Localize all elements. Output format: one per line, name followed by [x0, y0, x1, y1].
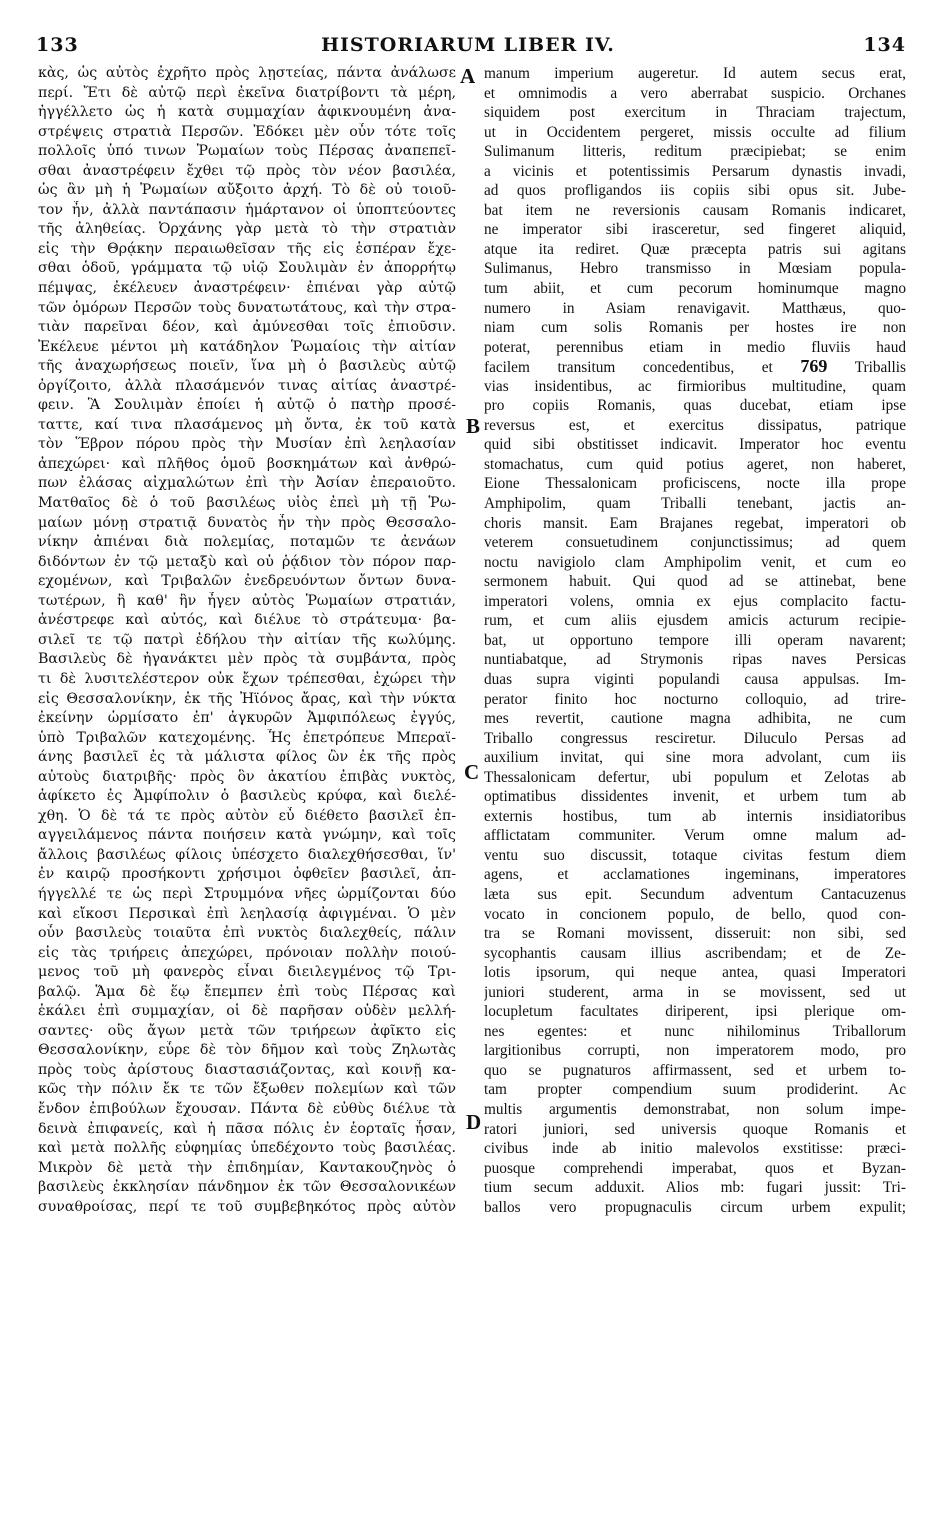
page-header [30, 34, 906, 60]
greek-text-line: εἰς τὴν Θρᾴκην περαιωθεῖσαν τῆς εἰς ἑσπέραν ἔχε- [38, 240, 456, 257]
latin-text-line: largitionibus corrupti, non imperatorem modo, pro [484, 1042, 906, 1060]
latin-text-column [484, 64, 906, 1217]
greek-text-line: κῶς τὴν πόλιν ἔκ τε τῶν ἔξωθεν πολεμίων καὶ τῶν [38, 1081, 456, 1098]
latin-text-line: Thessalonicam defertur, ubi populum et Zelotas ab [484, 768, 906, 786]
latin-text-line: sermonem habuit. Qui quod ad se attinebat, bene [484, 573, 906, 591]
latin-text-line: quo se pugnaturos affirmassent, sed et urbem to- [484, 1061, 906, 1079]
latin-text-line: sycophantis causam illius ascribendam; et de Ze- [484, 944, 906, 962]
latin-text-line: Sulimanus, Hebro transmisso in Mœsiam popula- [484, 260, 906, 278]
latin-text-line: perator finito hoc nocturno colloquio, ad trire- [484, 690, 906, 708]
latin-text-line: et omnimodis a vero aberrabat suspicio. Orchanes [484, 84, 906, 102]
latin-text-line: optimatibus dissidentes invenit, et urbem tum ab [484, 788, 906, 806]
greek-text-line: ἀνέστρεφε καὶ αὐτός, καὶ διέλυε τὸ στράτευμα· βα- [38, 612, 456, 629]
greek-text-line: τωτέρων, ἢ καθ' ἣν ἦγεν αὐτὸς Ῥωμαίων στρατιάν, [38, 592, 456, 609]
greek-text-line: ἠγγέλλετο ὡς ἡ κατὰ συμμαχίαν ἀφικνουμένη ἀνα- [38, 104, 456, 121]
greek-text-line: τῶν ὁμόρων Περσῶν τοὺς δυνατωτάτους, καὶ τὴν στρα- [38, 299, 456, 316]
greek-text-line: ἀπεχώρει· καὶ πλῆθος ὁμοῦ βοσκημάτων καὶ ἀνθρώ- [38, 455, 456, 472]
greek-text-line: φειν. Ἃ Σουλιμὰν ἐποίει ἡ αὐτῷ ὁ πατὴρ προσέ- [38, 397, 456, 414]
greek-text-line: συναθροίσας, περί τε τοῦ συμβεβηκότος πρὸς αὐτὸν [38, 1198, 456, 1215]
greek-text-line: ἐν καιρῷ προσήκοντι χρήσιμοι ὀφθεῖεν βασιλεῖ, ἀπ- [38, 866, 456, 883]
greek-text-line: χθη. Ὁ δὲ τά τε πρὸς αὐτὸν εὖ διέθετο βασιλεῖ ἐπ- [38, 807, 456, 824]
greek-text-line: καὶ μετὰ πολλῆς εὐφημίας ὑπεδέχοντο τοὺς βασιλέας. [38, 1140, 456, 1157]
greek-text-column [38, 64, 456, 1217]
greek-text-line: τι δὲ λυσιτελέστερον οὐκ ἔχων τρέπεσθαι, ἐχώρει τὴν [38, 670, 456, 687]
greek-text-line: οὖν βασιλεὺς τοιαῦτα ἐπὶ νυκτὸς διαλεχθείς, πάλιν [38, 925, 456, 942]
latin-text-line: juniori studerent, arma in se movissent, sed ut [484, 983, 906, 1001]
greek-text-line: ήγγελλέ τε ὡς περὶ Στρυμμόνα νῆες ὡρμίζονται δύο [38, 885, 456, 902]
greek-text-line: ἔνδον ἐπιβούλων ἔχουσαν. Πάντα δὲ εὐθὺς διέλυε τὰ [38, 1100, 456, 1117]
greek-text-line: εχομένων, καὶ Τριβαλῶν ἐνεδρευόντων ὄντων δυνα- [38, 573, 456, 590]
greek-text-line: νίκην ἀπιέναι διὰ πολεμίας, ποταμῶν τε ἀενάων [38, 534, 456, 551]
latin-text-line: a vicinis et potentissimis Persarum dynastis invadi, [484, 162, 906, 180]
greek-text-line: περί. Ἔτι δὲ αὐτῷ περὶ ἐκεῖνα διατρίβοντι τὰ μέρη, [38, 84, 456, 101]
greek-text-line: Ματθαῖος δὲ ὁ τοῦ βασιλέως υἱὸς ἐπεὶ μὴ τῇ Ῥω- [38, 495, 456, 512]
greek-text-line: Βασιλεὺς δὲ ἠγανάκτει μὲν πρὸς τὰ συμβάντα, πρὸς [38, 651, 456, 668]
greek-text-line: σθαι ἀναστρέφειν ἔχθει τῷ πρὸς τὸν νέον βασιλέα, [38, 162, 456, 179]
latin-text-line: agens, et acclamationes ingeminans, imperatores [484, 866, 906, 884]
latin-text-line: manum imperium augeretur. Id autem secus erat, [484, 65, 906, 82]
greek-text-line: εἰς τὰς τριήρεις ἀπεχώρει, πρόνοιαν πολλὴν ποιού- [38, 944, 456, 961]
greek-text-line: τον ἦν, ἀλλὰ παντάπασιν ἡμάρτανον οἱ ὑποπτεύοντες [38, 201, 456, 218]
greek-text-line: δεινὰ ἐπιφανείς, καὶ ἡ πᾶσα πόλις ἐν ἑορταῖς ἦσαν, [38, 1120, 456, 1137]
latin-text-line: tam propter compendium suum prodiderint. Ac [484, 1081, 906, 1099]
latin-text-line: vocato in concionem populo, de bello, quod con- [484, 905, 906, 923]
latin-text-line: externis hostibus, tum ab internis insidiatoribus [484, 807, 906, 825]
latin-text-line: locupletum facultates diriperent, ipsi plerique om- [484, 1003, 906, 1021]
latin-text-line: mes revertit, cautione magna adhibita, ne cum [484, 710, 906, 728]
latin-text-line: facilem transitum concedentibus, et 769 Triballis [484, 357, 906, 377]
running-title: HISTORIARUM LIBER IV. [321, 34, 615, 56]
latin-text-line: imperatori volens, omnia ex ejus complacito factu- [484, 592, 906, 610]
latin-text-line: poterat, perennibus etiam in medio fluviis haud [484, 338, 906, 356]
greek-text-line: μαίων μόνῃ στρατιᾷ δυνατὸς ἦν τὴν πρὸς Θεσσαλο- [38, 514, 456, 531]
latin-text-line: auxilium invitat, qui sine mora advolant, cum iis [484, 749, 906, 767]
greek-text-line: τῆς ἀληθείας. Ὀρχάνης γὰρ μετὰ τὸ τὴν στρατιὰν [38, 221, 456, 238]
latin-text-line: civibus inde ab initio malevolos exstitisse: præci- [484, 1140, 906, 1158]
greek-text-line: διδόντων ἐν τῷ μεταξὺ καὶ οὐ ῥᾴδιον τὸν πόρον παρ- [38, 553, 456, 570]
greek-text-line: στρέψεις στρατιὰ Περσῶν. Ἐδόκει μὲν οὖν τότε τοῖς [38, 123, 456, 140]
latin-text-line: læta sus epit. Secundum adventum Cantacuzenus [484, 885, 906, 903]
greek-text-line: τὸν Ἕβρον πόρου πρὸς τὴν Μυσίαν ἐπὶ λεηλασίαν [38, 436, 456, 453]
left-page-number: 133 [36, 34, 79, 56]
latin-text-line: Triballo congressus resciretur. Diluculo Persas ad [484, 729, 906, 747]
latin-text-line: tum abiit, et cum pecorum hominumque magno [484, 280, 906, 298]
inline-page-reference: 769 [800, 357, 828, 377]
latin-text-line: bat item ne reversionis causam Romanis indicaret, [484, 201, 906, 219]
greek-text-line: άνης βασιλεῖ ἐς τὰ μάλιστα φίλος ὢν ἐκ τῆς πρὸς [38, 749, 456, 766]
greek-text-line: ὑπὸ Τριβαλῶν κατεχομένης. Ἧς ἐπετρόπευε Μπεραϊ- [38, 729, 456, 746]
greek-text-line: αγγειλάμενος πάντα ποιήσειν κατὰ γνώμην, καὶ τοῖς [38, 827, 456, 844]
latin-text-line: noctu navigiolo clam Amphipolim venit, et cum eo [484, 553, 906, 571]
latin-text-line: ut in Occidentem pergeret, missis occulte ad filium [484, 123, 906, 141]
greek-text-line: πέμψας, ἐκέλευεν ἀναστρέφειν· ἐπιέναι γὰρ αὐτῷ [38, 280, 456, 297]
latin-text-line: atque ita rediret. Quæ præcepta patris sui agitans [484, 240, 906, 258]
latin-text-line: Eione Thessalonicam proficiscens, nocte illa prope [484, 475, 906, 493]
greek-text-line: ἄλλοις βασιλέως φίλοις ὑπέσχετο διαλεχθήσεσθαι, ἵν' [38, 846, 456, 863]
latin-text-line: duas supra viginti populandi causa appulsas. Im- [484, 670, 906, 688]
right-page-number: 134 [863, 34, 906, 56]
greek-text-line: τῆς ἀναχωρήσεως ποιεῖν, ἵνα μὴ ὁ βασιλεὺς αὐτῷ [38, 358, 456, 375]
greek-text-line: ἐκάλει ἐπὶ συμμαχίαν, οἱ δὲ παρῆσαν οὐδὲν μελλή- [38, 1003, 456, 1020]
latin-text-line: afflictatam communiter. Verum omne malum ad- [484, 827, 906, 845]
latin-text-line: stomachatus, cum quid potius ageret, non haberet, [484, 455, 906, 473]
latin-text-line: quid sibi obstitisset indicavit. Imperator hoc eventu [484, 436, 906, 454]
latin-text-line: choris mansit. Eam Brajanes regebat, imperatori ob [484, 514, 906, 532]
latin-text-line: lotis ipsorum, qui neque antea, quasi Imperatori [484, 964, 906, 982]
greek-text-line: κὰς, ὡς αὐτὸς ἐχρῆτο πρὸς λῃστείας, πάντα ἀνάλωσε [38, 65, 456, 81]
greek-text-line: Μικρὸν δὲ μετὰ τὴν ἐπιδημίαν, Καντακουζηνὸς ὁ [38, 1159, 456, 1176]
latin-text-line: veterem consuetudinem conjunctissimus; ad quem [484, 534, 906, 552]
latin-text-line: puosque comprehendi imperabat, quos et Byzan- [484, 1159, 906, 1177]
greek-text-line: πολλοῖς ὑπό τινων Ῥωμαίων τοὺς Πέρσας ἀναπεπεῖ- [38, 143, 456, 160]
greek-text-line: καὶ εἴκοσι Περσικαὶ ἐπὶ λεηλασίᾳ ἀφιγμέναι. Ὁ μὲν [38, 905, 456, 922]
greek-text-line: Ἐκέλευε μέντοι μὴ κατάδηλον Ῥωμαίοις τὴν αἰτίαν [38, 338, 456, 355]
section-marker-a: A [460, 64, 476, 88]
latin-text-line: tra se Romani movissent, disseruit: non sibi, sed [484, 925, 906, 943]
latin-text-line: niam cum solis Romanis per hostes ire non [484, 319, 906, 337]
section-marker-d: D [466, 1110, 482, 1134]
latin-text-line: nes egentes: et nunc nihilominus Triballorum [484, 1022, 906, 1040]
greek-text-line: σαντες· οὓς ἄγων μετὰ τῶν τριήρεων ἀφῖκτο εἰς [38, 1022, 456, 1039]
latin-text-line: rum, et cum aliis ejusdem amicis acturum recipie- [484, 612, 906, 630]
latin-text-line: ne imperator sibi irasceretur, sed fingeret aliquid, [484, 221, 906, 239]
latin-text-line: bat, ut opportuno tempore illi operam navarent; [484, 631, 906, 649]
greek-text-line: αὐτοὺς διατριβῆς· πρὸς ὃν ἀκατίου ἐπιβὰς νυκτὸς, [38, 768, 456, 785]
greek-text-line: βασιλεὺς ἐκκλησίαν πάνδημον ἐκ τῶν Θεσσαλονικέων [38, 1179, 456, 1196]
section-marker-b: B [466, 414, 481, 438]
latin-text-line: Sulimanum litteris, reditum præcipiebat; se enim [484, 143, 906, 161]
greek-text-line: ὀργίζοιτο, ἀλλὰ πλασάμενόν τινας αἰτίας ἀναστρέ- [38, 377, 456, 394]
greek-text-line: πων ἐλάσας αἰχμαλώτων ἐπὶ τὴν Ἀσίαν ἐπεραιοῦτο. [38, 475, 456, 492]
latin-text-line: Amphipolim, quam Triballi tenebant, jactis an- [484, 495, 906, 513]
greek-text-line: τιὰν παρεῖναι δέον, καὶ ἀμύνεσθαι τοῖς ἐπιοῦσιν. [38, 319, 456, 336]
latin-text-line: ad quos profligandos iis copiis sibi opus sit. Jube- [484, 182, 906, 200]
greek-text-line: μενος τοῦ μὴ φανερὸς εἶναι διειλεγμένος τῷ Τρι- [38, 964, 456, 981]
greek-text-line: πρὸς τοὺς ἀρίστους διαστασιάζοντας, καὶ κοινῇ κα- [38, 1061, 456, 1078]
greek-text-line: ἐκείνην ὡρμίσατο ἐπ' ἀγκυρῶν Ἀμφιπόλεως ἐγγύς, [38, 710, 456, 727]
latin-text-line: pro copiis Romanis, quas ducebat, etiam ipse [484, 397, 906, 415]
greek-text-line: Θεσσαλονίκην, εὗρε δὲ τὸν δῆμον καὶ τοὺς Ζηλωτὰς [38, 1042, 456, 1059]
latin-text-line: tium secum adduxit. Alios mb: fugari jussit: Tri- [484, 1179, 906, 1197]
latin-text-line: ratori juniori, sed universis quoque Romanis et [484, 1120, 906, 1138]
latin-text-line: ventu suo discussit, totaque civitas festum diem [484, 846, 906, 864]
latin-text-line: multis argumentis demonstrabat, non solum impe- [484, 1100, 906, 1118]
greek-text-line: σιλεῖ τε τῷ πατρὶ ἐδήλου τὴν αἰτίαν τῆς κωλύμης. [38, 631, 456, 648]
latin-text-line: ballos vero propugnaculis circum urbem expulit; [484, 1198, 906, 1216]
greek-text-line: ὡς ἂν μὴ ἡ Ῥωμαίων αὔξοιτο ἀρχή. Τὸ δὲ οὐ τοιοῦ- [38, 182, 456, 199]
latin-text-line: siquidem post exercitum in Thraciam trajectum, [484, 104, 906, 122]
latin-text-line: numero in Asiam renavigavit. Matthæus, quo- [484, 299, 906, 317]
section-marker-c: C [464, 760, 480, 784]
greek-text-line: σθαι ὁδοῦ, γράμματα τῷ υἱῷ Σουλιμὰν ἐν ἀπορρήτῳ [38, 260, 456, 277]
greek-text-line: ταττε, καί τινα πλασάμενος μὴ ὄντα, ἐκ τοῦ κατὰ [38, 416, 456, 433]
greek-text-line: βαλῷ. Ἅμα δὲ ἕῳ ἔπεμπεν ἐπὶ τοὺς Πέρσας καὶ [38, 983, 456, 1000]
latin-text-line: vias insidentibus, ac firmioribus multitudine, quam [484, 377, 906, 395]
greek-text-line: ἀφίκετο ἐς Ἀμφίπολιν ὁ βασιλεὺς κρύφα, καὶ διελέ- [38, 788, 456, 805]
greek-text-line: εἰς Θεσσαλονίκην, ἐκ τῆς Ἠϊόνος ἄρας, καὶ τὴν νύκτα [38, 690, 456, 707]
latin-text-line: nuntiabatque, ad Strymonis ripas naves Persicas [484, 651, 906, 669]
latin-text-line: reversus est, et exercitus dissipatus, patrique [484, 416, 906, 434]
